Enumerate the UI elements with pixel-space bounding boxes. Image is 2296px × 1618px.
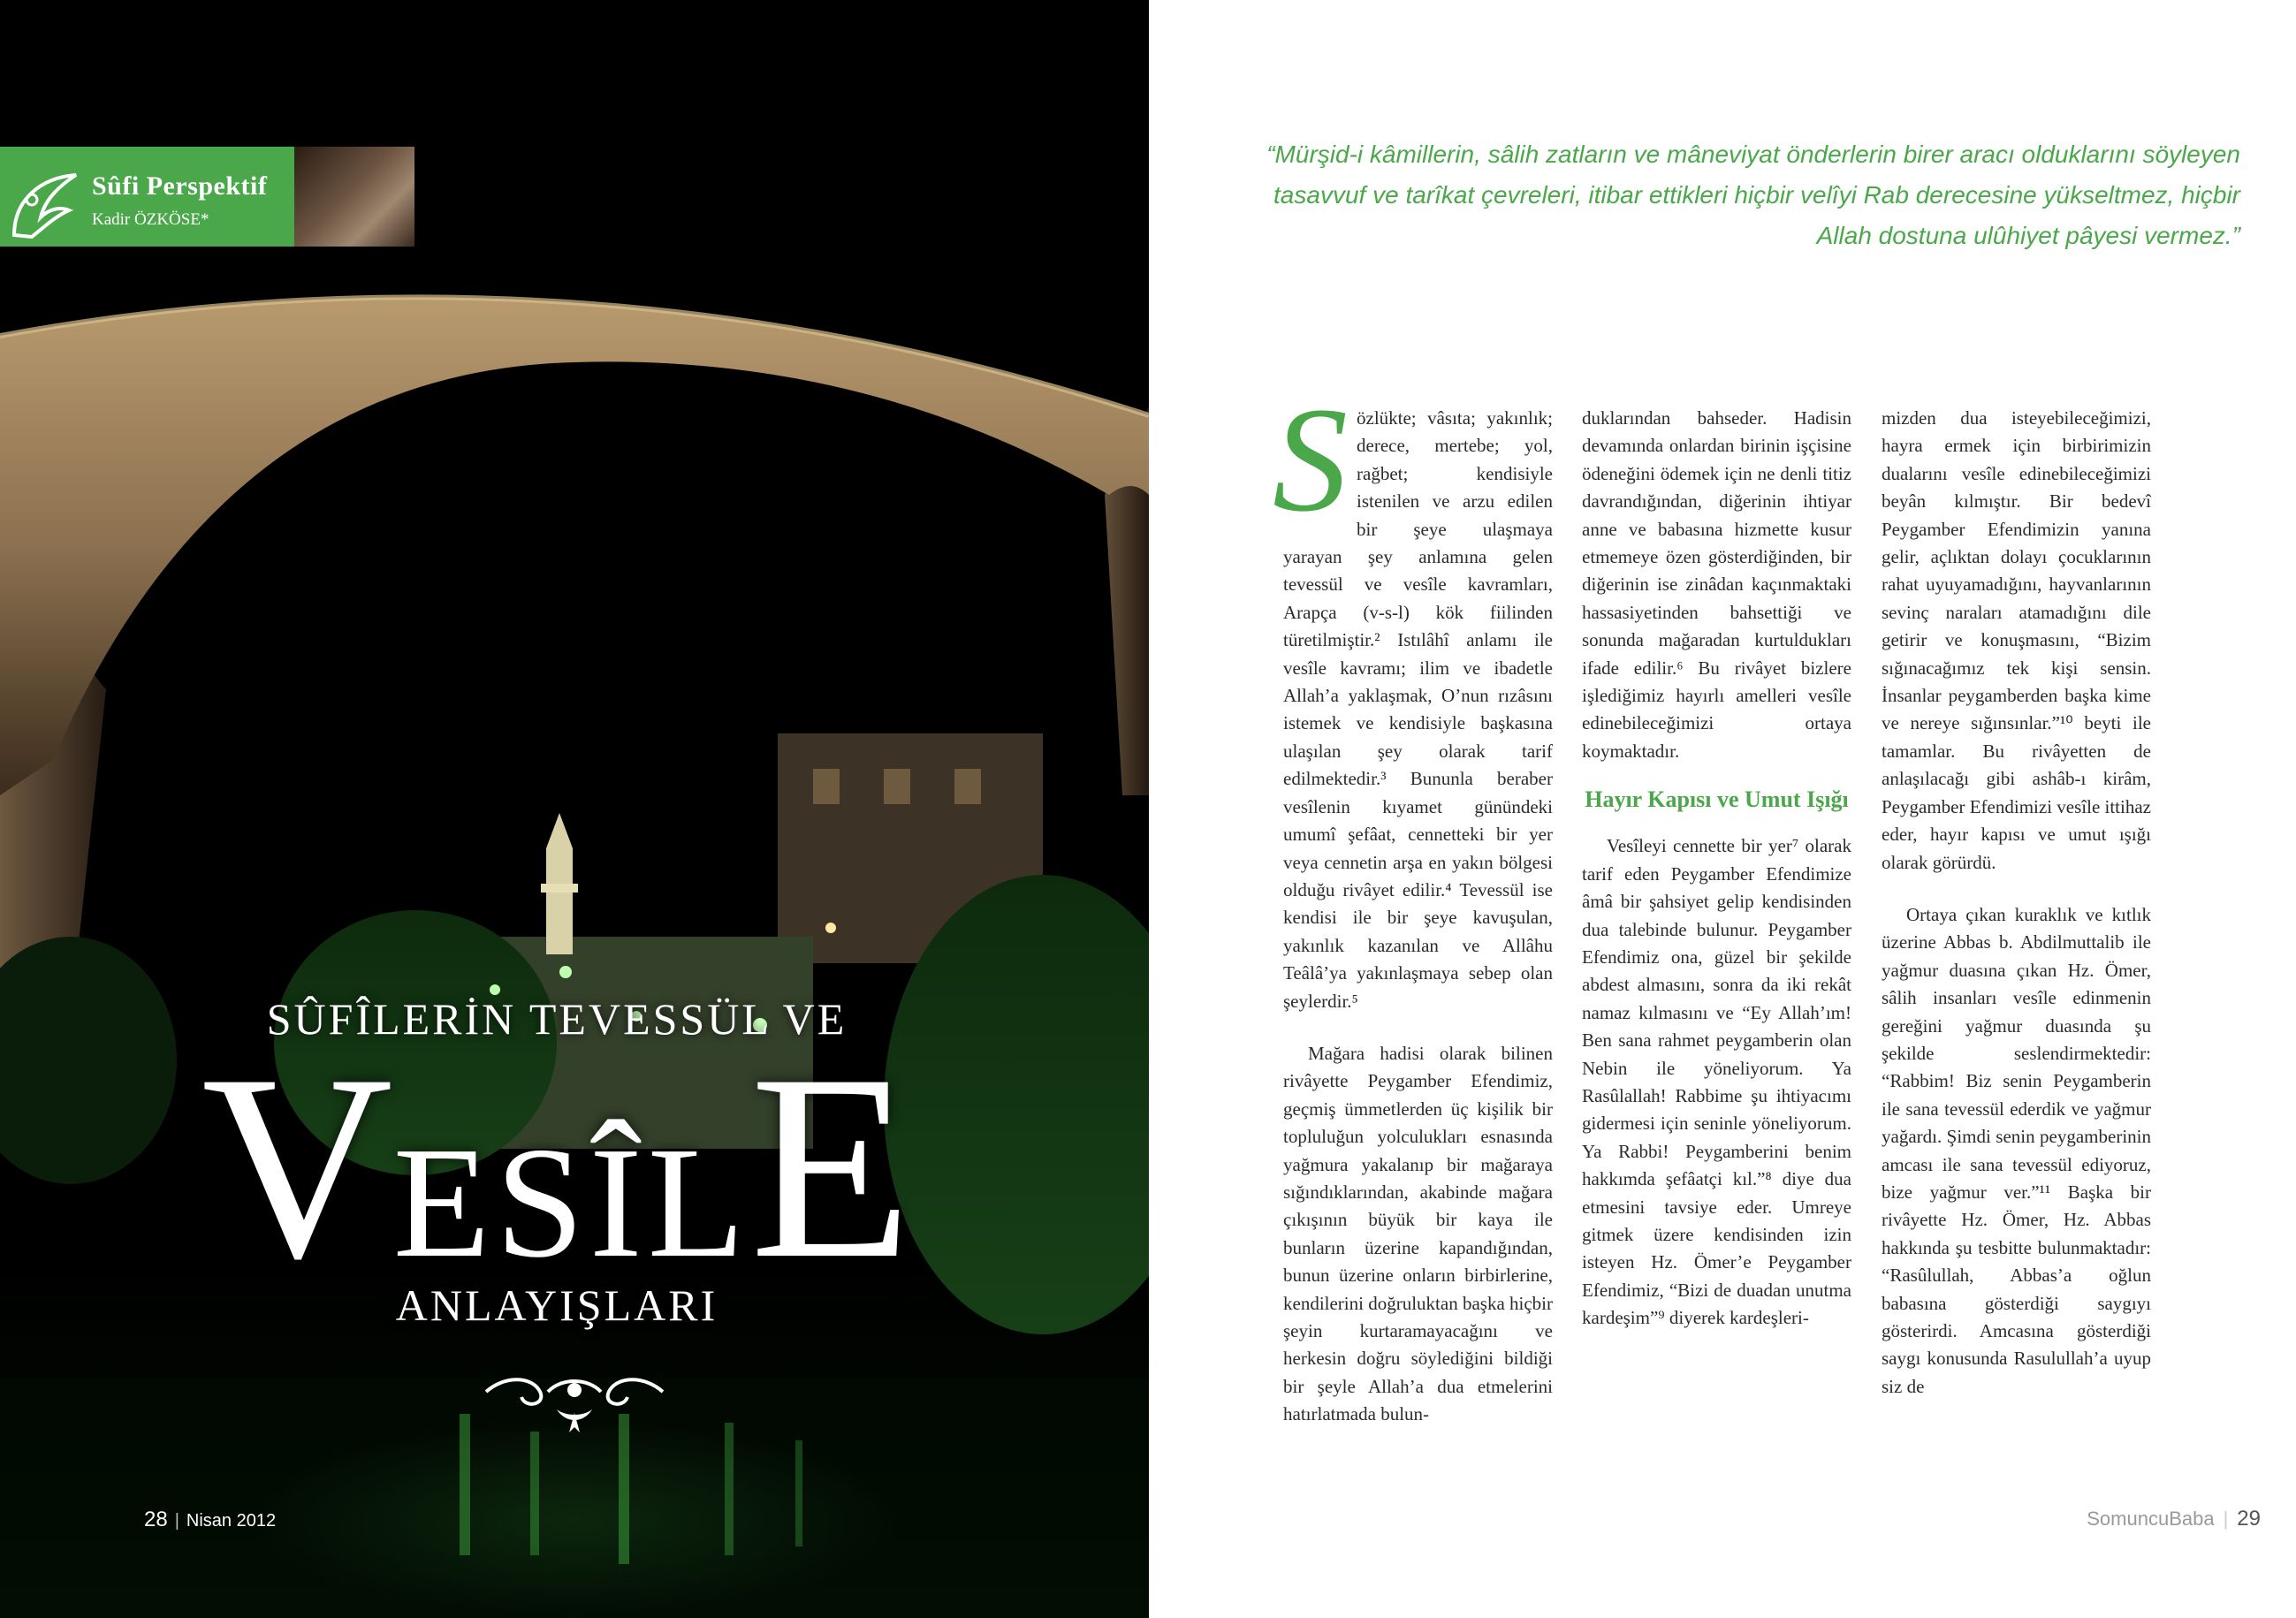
article-title [150, 981, 963, 1352]
title-cap-last: E [749, 1020, 912, 1313]
author-photo [294, 147, 414, 247]
text-column-2 [1582, 405, 1851, 1333]
title-cap-first: V [201, 1020, 393, 1313]
text-column-1 [1273, 376, 1554, 1429]
pull-quote: “Mürşid-i kâmillerin, sâlih zatların ve mâneviyat önderlerin birer aracı olduklarını söyleyen tasavvuf ve tarîkat çevreleri, itibar ettikleri hiçbir velîyi Rab derecesine yükseltmez, hiçbir Allah dostuna ulûhiyet pâyesi vermez.” [1266, 141, 2240, 249]
issue-date: Nisan 2012 [186, 1511, 277, 1531]
drop-cap: S [1273, 376, 1348, 543]
paragraph: özlükte; vâsıta; yakınlık; derece, mertebe; yol, rağbet; kendisiyle istenilen ve arzu edilen bir şeye ulaşmaya yarayan şey anlamına gelen tevessül ve vesîle kavramları, Arapça (v-s-l) kök fiilinden türetilmiştir.² Istılâhî anlamı ile vesîle kavramı; ilim ve ibadetle Allah’a yaklaşmak, O’nun rızâsını istemek ve kendisiyle başkasına ulaşılan şey olarak tarif edilmektedir.³ Bununla beraber vesîlenin kıyamet günündeki umumî şefâat, cennetteki bir yer veya cennetin arşa en yakın bölgesi olduğu rivâyet edilir.⁴ Tevessül ise kendisi ile bir şeye kavuşulan, yakınlık kazanılan ve Allâhu Teâlâ’ya yakınlaşmaya sebep olan şeylerdir.⁵ [1283, 407, 1553, 1012]
section-title: Sûfi Perspektif [92, 171, 268, 201]
title-line-3: ANLAYIŞLARI [395, 1280, 718, 1330]
folio-divider: | [2223, 1508, 2229, 1530]
leaf-ornament-icon [5, 164, 85, 244]
page-number-right: 29 [2237, 1507, 2261, 1531]
magazine-name: SomuncuBaba [2087, 1508, 2215, 1530]
paragraph: Mağara hadisi olarak bilinen rivâyette Peygamber Efendimiz, geçmiş ümmetlerden üç kişilik bir topluluğun yolculukları esnasında yağmura yakalanıp bir mağaraya sığındıklarından, akabinde mağara çıkışının büyük bir kaya ile bunların üzerine kapandığından, bunun üzerine onların birbirlerine, kendilerini doğruluktan başka hiçbir şeyin kurtaramayacağını ve herkesin doğru söylediğini bildiği bir şeyle Allah’a dua etmelerini hatırlatmada bulun- [1283, 1042, 1554, 1425]
author-name: Kadir ÖZKÖSE* [92, 210, 209, 229]
paragraph: Ortaya çıkan kuraklık ve kıtlık üzerine Abbas b. Abdilmuttalib ile yağmur duasına çıkan Hz. Ömer, sâlih insanları vesîle edinmenin gereğini yağmur duasında şu şekilde seslendirmektedir: “Rabbim! Biz senin Peygamberin ile sana tevessül ederdik ve yağmur yağardı. Şimdi senin peygamberinin amcası ile sana tevessül ediyoruz, bize yağmur ver.”¹¹ Başka bir rivâyette Hz. Ömer, Hz. Abbas hakkında şu tesbitte bulunmaktadır: “Rasûlullah, Abbas’a oğlun babasına gösterdiği saygıyı gösterirdi. Amcasına gösterdiği saygı konusunda Rasulullah’a uyup siz de [1882, 903, 2151, 1397]
right-page [1149, 0, 2296, 1618]
page-number-left: 28 [144, 1508, 168, 1531]
section-tag [0, 147, 294, 247]
page-folio-left [144, 1508, 276, 1532]
page-folio-right [2087, 1507, 2261, 1531]
flourish-ornament-icon [477, 1374, 672, 1434]
section-heading: Hayır Kapısı ve Umut Işığı [1585, 786, 1849, 813]
paragraph: mizden dua isteyebileceğimizi, hayra ermek için birbirimizin dualarını vesîle edinebileceğimizi beyân kılmıştır. Bir bedevî Peygamber Efendimizin yanına gelir, açlıktan dolayı çocuklarının rahat uyuyamadığını, hayvanlarının sevinç naraları atamadığını dile getirir ve konuşmasını, “Bizim sığınacağımız tek kişi sensin. İnsanlar peygamberden başka kime ve nereye sığınsınlar.”¹⁰ beyti ile tamamlar. Bu rivâyetten de anlaşılacağı gibi ashâb-ı kirâm, Peygamber Efendimizi vesîle ittihaz eder, hayır kapısı ve umut ışığı olarak görürdü. [1882, 407, 2151, 873]
text-column-3 [1882, 405, 2151, 1401]
title-line-1: SÛFÎLERİN TEVESSÜL VE [266, 994, 848, 1044]
paragraph: Vesîleyi cennette bir yer⁷ olarak tarif eden Peygamber Efendimize âmâ bir şahsiyet gelip kendisinden dua talebinde bulunur. Peygamber Efendimiz ona, güzel bir şekilde abdest almasını, sonra da iki rekât namaz kılmasını ve “Ey Allah’ım! Ben sana rahmet peygamberin olan Nebin ile yöneliyorum. Ya Rasûlallah! Rabbime şu ihtiyacımı gidermesi için seninle yöneliyorum. Ya Rabbi! Peygamberini benim hakkımda şefâatçi kıl.”⁸ diye dua etmesini tavsiye eder. Umreye gitmek üzere kendisinden izin isteyen Hz. Ömer’e Peygamber Efendimiz, “Bizi de duadan unutma kardeşim”⁹ diyerek kardeşleri- [1582, 835, 1851, 1329]
paragraph: duklarından bahseder. Hadisin devamında onlardan birinin işçisine ödeneğini ödemek için ne denli titiz davrandığından, diğerinin ihtiyar anne ve babasına hizmette kusur etmemeye özen gösterdiğinden, bir diğerinin ise zinâdan kaçınmaktaki hassasiyetinden bahsettiği ve sonunda mağaradan kurtuldukları ifade edilir.⁶ Bu rivâyet bizlere işlediğimiz hayırlı amelleri vesîle edinebileceğimizi ortaya koymaktadır. [1582, 407, 1851, 762]
folio-divider: | [174, 1511, 179, 1531]
title-middle: ESÎL [392, 1114, 750, 1290]
